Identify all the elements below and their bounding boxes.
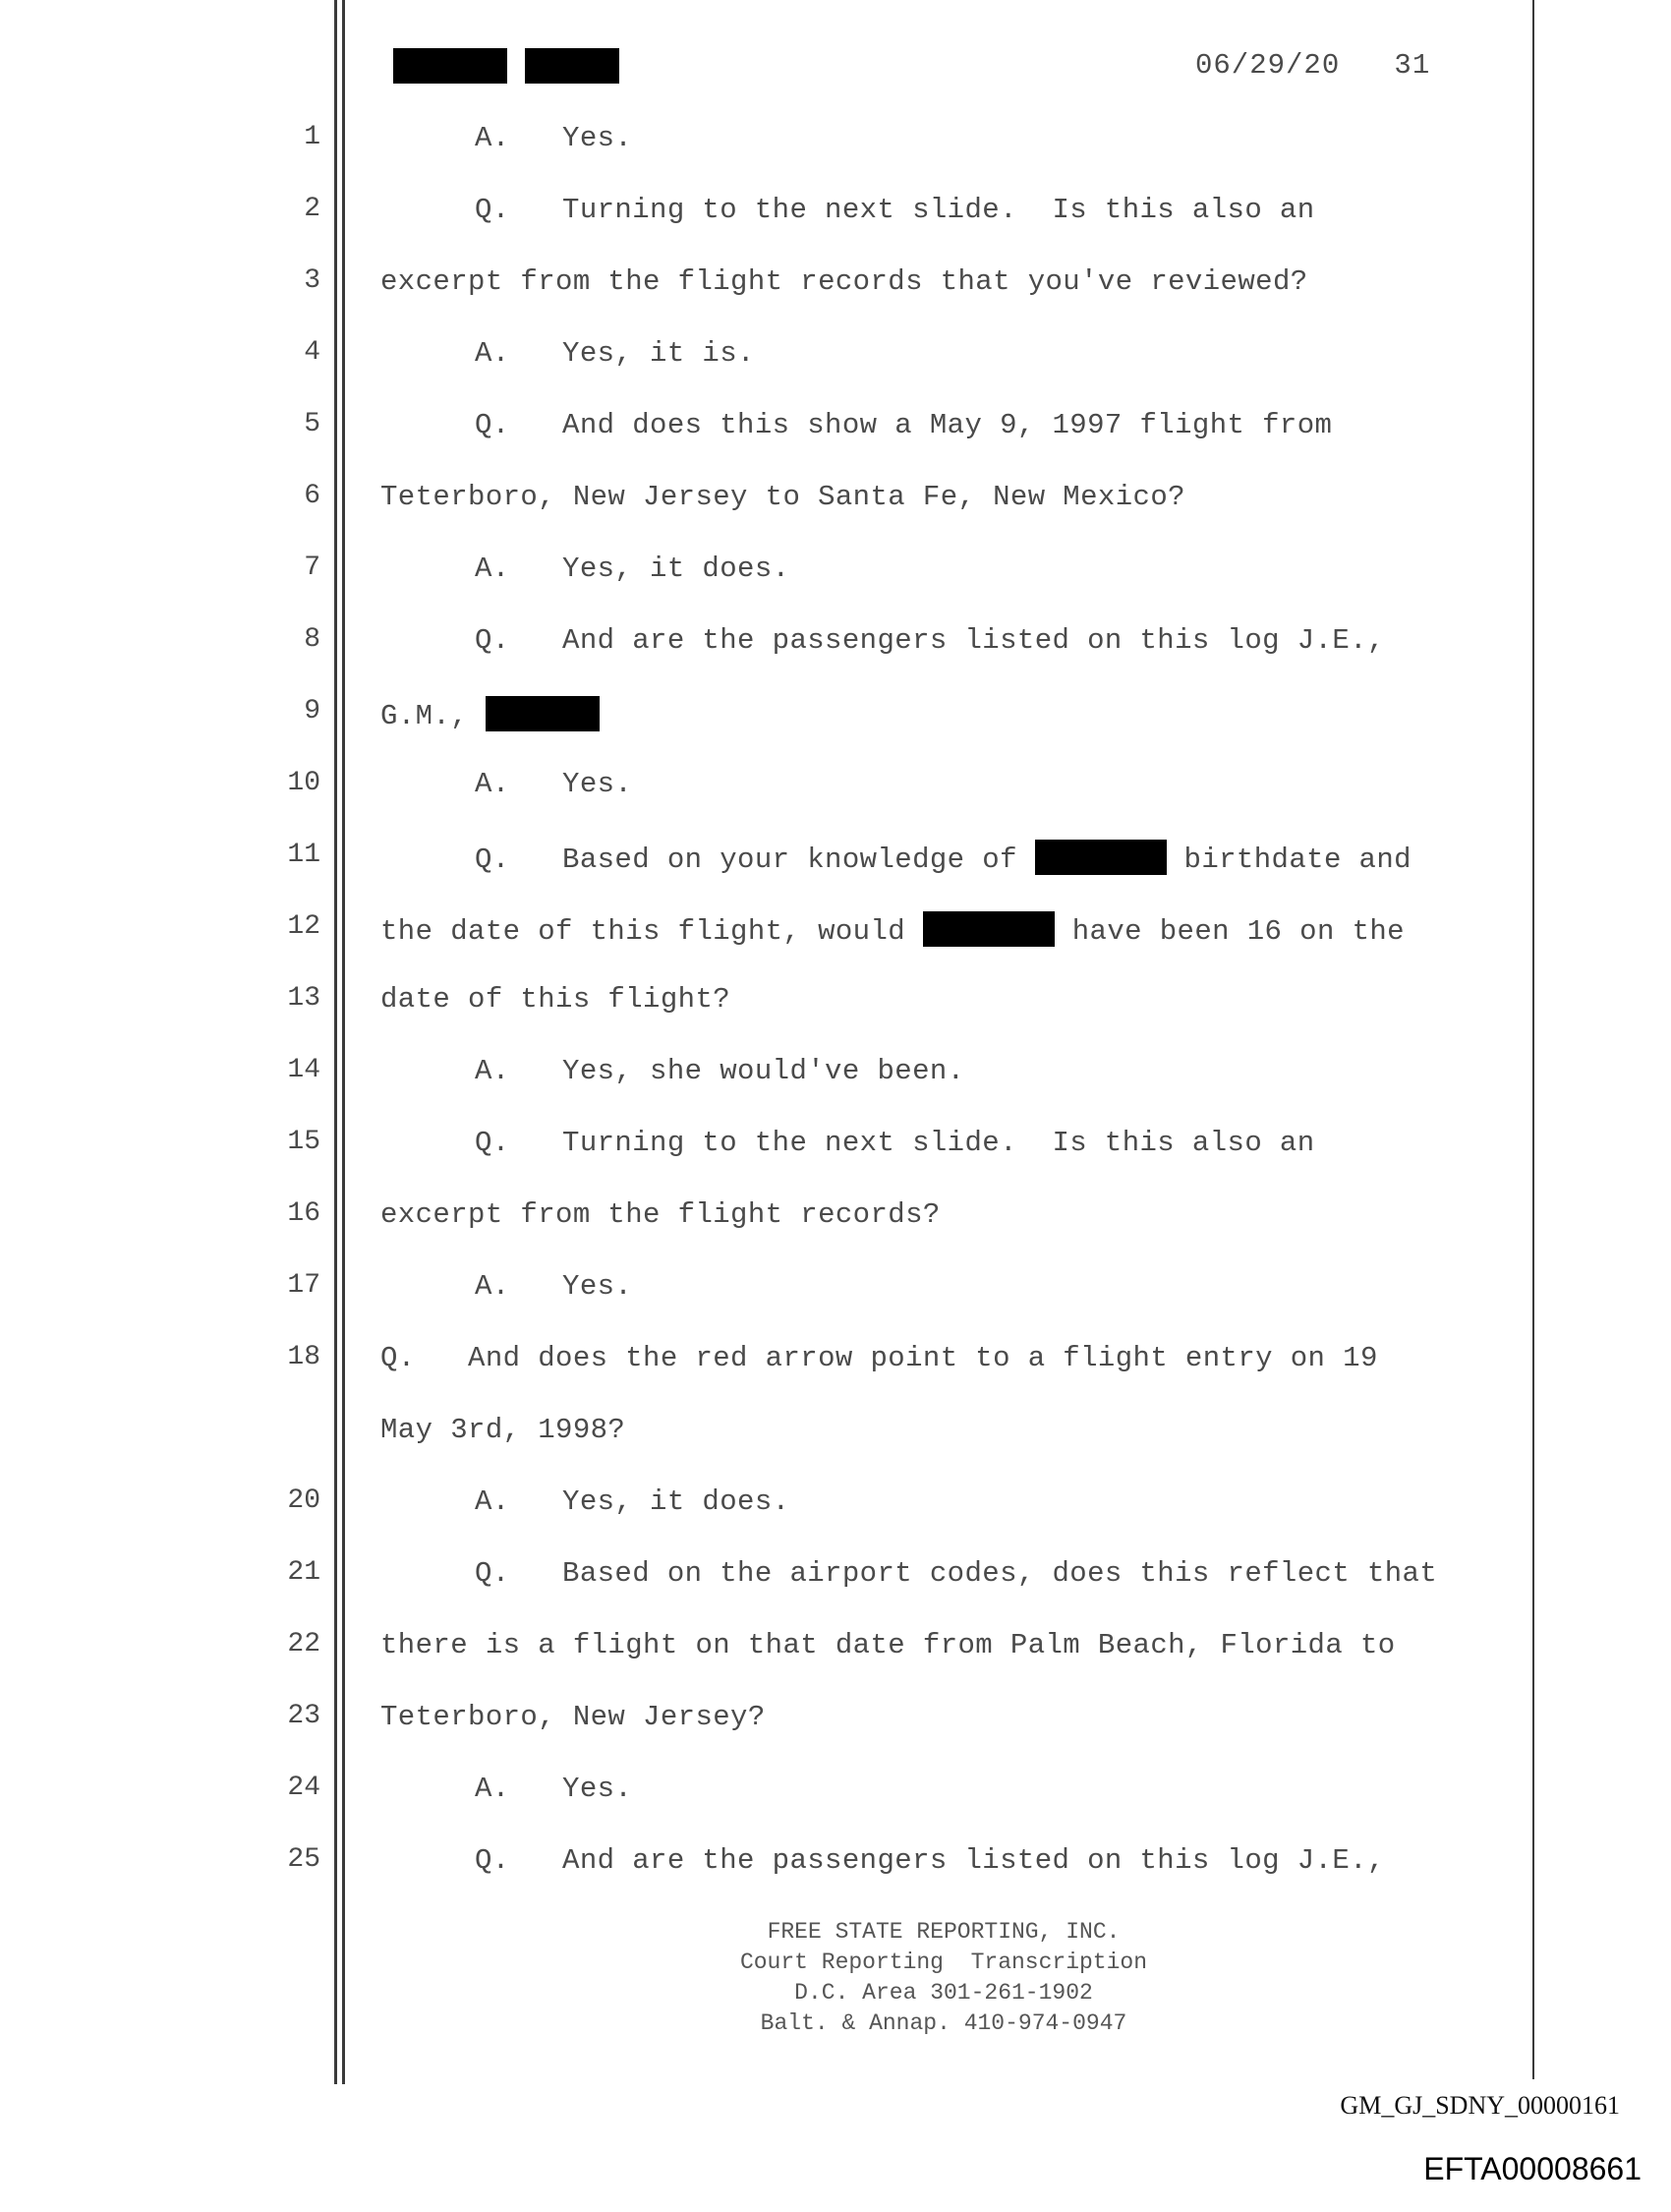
line-text: excerpt from the flight records that you've reviewed? bbox=[380, 265, 1308, 298]
line-text-part: birthdate and bbox=[1183, 844, 1412, 876]
line-text: Q. And does this show a May 9, 1997 flight from bbox=[475, 409, 1333, 441]
line-text-part: Q. Based on your knowledge of bbox=[475, 844, 1017, 876]
line-text: Q. And are the passengers listed on this log J.E., bbox=[475, 624, 1385, 657]
transcript-line bbox=[0, 1334, 1573, 1377]
transcript-line bbox=[0, 1621, 1573, 1664]
line-text: Q. And does the red arrow point to a flight entry on 19 bbox=[380, 1342, 1378, 1374]
transcript-line bbox=[0, 473, 1573, 516]
transcript-line bbox=[0, 616, 1573, 660]
transcript-line bbox=[0, 832, 1573, 875]
line-number: 17 bbox=[287, 1270, 320, 1301]
transcript-line bbox=[0, 1478, 1573, 1521]
footer-company: FREE STATE REPORTING, INC. bbox=[767, 1919, 1121, 1945]
transcript-line bbox=[0, 1119, 1573, 1162]
line-number: 7 bbox=[304, 553, 320, 583]
line-text: A. Yes, it is. bbox=[475, 337, 755, 370]
line-text: Teterboro, New Jersey to Santa Fe, New Mexico? bbox=[380, 481, 1185, 513]
line-number: 3 bbox=[304, 265, 320, 296]
transcript-line bbox=[0, 545, 1573, 588]
line-text-part: have been 16 on the bbox=[1071, 915, 1405, 948]
bates-number: GM_GJ_SDNY_00000161 bbox=[1340, 2091, 1620, 2120]
redaction-box bbox=[1035, 840, 1167, 875]
transcript-line bbox=[0, 1262, 1573, 1306]
line-text bbox=[475, 840, 1412, 876]
transcript-line bbox=[0, 1693, 1573, 1736]
redaction-box bbox=[393, 48, 507, 84]
line-text: Teterboro, New Jersey? bbox=[380, 1701, 766, 1733]
transcript-line bbox=[0, 1549, 1573, 1593]
footer-services: Court Reporting Transcription bbox=[739, 1950, 1148, 1975]
line-number: 12 bbox=[287, 911, 320, 942]
line-number: 22 bbox=[287, 1629, 320, 1659]
line-number: 9 bbox=[304, 696, 320, 727]
line-number: 16 bbox=[287, 1198, 320, 1229]
redaction-box bbox=[923, 911, 1055, 947]
line-text: A. Yes, she would've been. bbox=[475, 1055, 965, 1087]
line-text: May 3rd, 1998? bbox=[380, 1414, 626, 1446]
line-number: 25 bbox=[287, 1844, 320, 1875]
line-text: A. Yes, it does. bbox=[475, 1485, 790, 1518]
reporter-footer bbox=[590, 1917, 1297, 2039]
line-text: excerpt from the flight records? bbox=[380, 1198, 941, 1231]
line-number: 20 bbox=[287, 1485, 320, 1516]
line-number: 4 bbox=[304, 337, 320, 368]
line-number: 2 bbox=[304, 194, 320, 224]
transcript-line bbox=[0, 975, 1573, 1019]
line-number: 11 bbox=[287, 840, 320, 870]
redaction-box bbox=[486, 696, 600, 731]
transcript-line bbox=[0, 1836, 1573, 1880]
line-text: A. Yes, it does. bbox=[475, 553, 790, 585]
line-text: date of this flight? bbox=[380, 983, 731, 1016]
footer-balt-phone: Balt. & Annap. 410-974-0947 bbox=[760, 2010, 1127, 2036]
line-text: A. Yes. bbox=[475, 1270, 633, 1303]
transcript-line bbox=[0, 1765, 1573, 1808]
transcript-line bbox=[0, 329, 1573, 373]
line-number: 1 bbox=[304, 122, 320, 152]
line-text: Q. Based on the airport codes, does this reflect that bbox=[475, 1557, 1438, 1590]
line-number: 5 bbox=[304, 409, 320, 439]
line-number: 24 bbox=[287, 1773, 320, 1803]
line-text bbox=[380, 911, 1405, 948]
transcript-line bbox=[0, 688, 1573, 731]
transcript-line bbox=[0, 401, 1573, 444]
efta-number: EFTA00008661 bbox=[1423, 2151, 1642, 2186]
line-text-part: the date of this flight, would bbox=[380, 915, 906, 948]
transcript-line bbox=[0, 1406, 1573, 1449]
transcript-line bbox=[0, 1191, 1573, 1234]
line-text: Q. Turning to the next slide. Is this also an bbox=[475, 194, 1315, 226]
page-header bbox=[393, 45, 1455, 85]
line-number: 6 bbox=[304, 481, 320, 511]
line-number: 15 bbox=[287, 1127, 320, 1157]
line-number: 8 bbox=[304, 624, 320, 655]
transcript-line bbox=[0, 258, 1573, 301]
line-text: A. Yes. bbox=[475, 768, 633, 800]
line-text-part: G.M., bbox=[380, 700, 469, 732]
redaction-box bbox=[525, 48, 619, 84]
line-number: 18 bbox=[287, 1342, 320, 1372]
line-number: 10 bbox=[287, 768, 320, 798]
line-number: 14 bbox=[287, 1055, 320, 1085]
line-number: 23 bbox=[287, 1701, 320, 1731]
header-date-page: 06/29/20 31 bbox=[1195, 49, 1431, 82]
line-number: 13 bbox=[287, 983, 320, 1014]
line-number: 21 bbox=[287, 1557, 320, 1588]
line-text: A. Yes. bbox=[475, 1773, 633, 1805]
line-text: there is a flight on that date from Palm Beach, Florida to bbox=[380, 1629, 1396, 1661]
line-text: Q. Turning to the next slide. Is this also an bbox=[475, 1127, 1315, 1159]
transcript-line bbox=[0, 760, 1573, 803]
line-text: Q. And are the passengers listed on this log J.E., bbox=[475, 1844, 1385, 1877]
footer-dc-phone: D.C. Area 301-261-1902 bbox=[794, 1980, 1093, 2006]
transcript-line bbox=[0, 186, 1573, 229]
line-text bbox=[380, 696, 600, 732]
transcript-line bbox=[0, 114, 1573, 157]
transcript-line bbox=[0, 1047, 1573, 1090]
transcript-line bbox=[0, 903, 1573, 947]
line-text: A. Yes. bbox=[475, 122, 633, 154]
